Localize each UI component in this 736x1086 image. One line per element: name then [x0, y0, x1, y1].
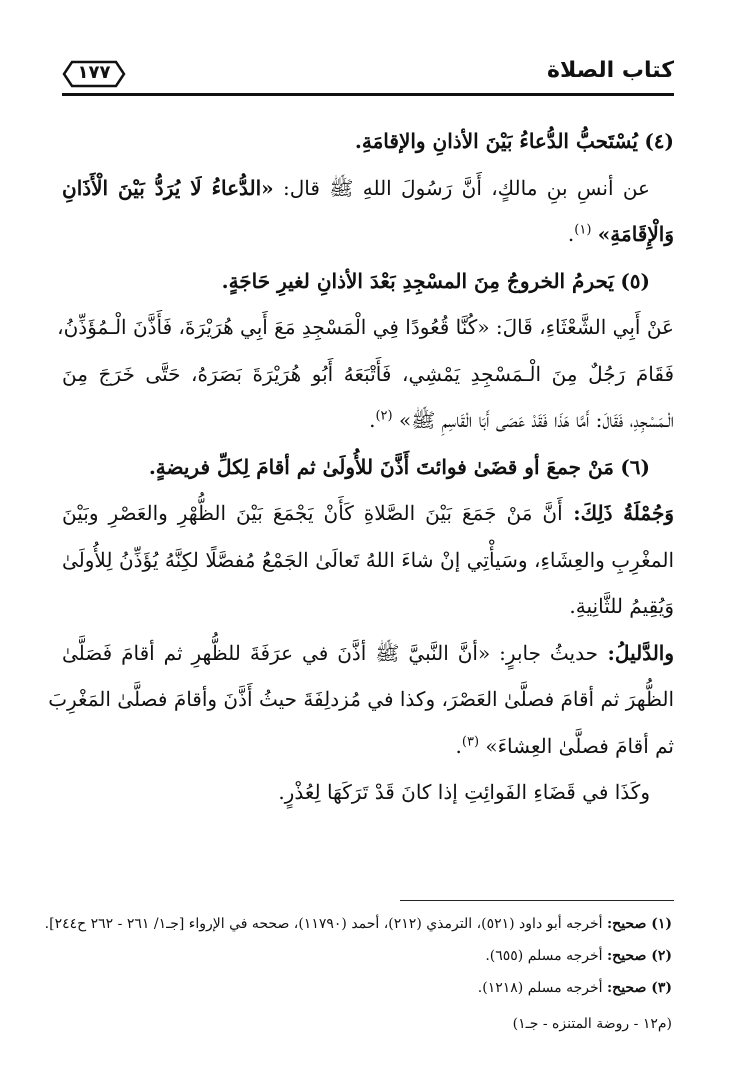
- text-line: [62, 723, 674, 770]
- rule-number: (٦): [620, 454, 650, 479]
- footnote-text: أخرجه أبو داود (٥٢١)، الترمذي (٢١٢)، أحمد (١١٧٩٠)، صححه في الإرواء [جـ١/ ٢٦١ - ٢٦٢ ح٢٤٤].: [44, 916, 607, 932]
- footnote: [62, 940, 672, 972]
- text-line: [62, 444, 674, 491]
- body-text: الظُّهرَ ثم أقامَ فصلَّىٰ العَصْرَ، وكذا في مُزدلِفَةَ حيثُ أَذَّنَ وأقامَ فصلَّىٰ المَغْرِبَ: [48, 687, 674, 711]
- footnote-ref: (٣): [461, 733, 480, 749]
- period: .: [567, 222, 575, 246]
- text-line: [62, 165, 674, 212]
- rule-number: (٥): [620, 268, 650, 293]
- footnote-label: (٢) صحيح:: [606, 948, 672, 964]
- narration: عن أنسِ بنِ مالكٍ، أَنَّ رَسُولَ اللهِ ﷺ قال:: [273, 175, 650, 200]
- hadith-text: عَنْ أَبِي الشَّعْثَاءِ، قَالَ: «كُنَّا قُعُودًا فِي الْمَسْجِدِ مَعَ أَبِي هُرَيْرَةَ، فَأَذَّنَ الْـمُؤَذِّنُ،: [57, 315, 674, 339]
- text-line: [57, 304, 674, 351]
- footnote-label: (١) صحيح:: [606, 916, 672, 932]
- footnote: [62, 972, 672, 1004]
- footnote-ref: (٢): [375, 408, 393, 424]
- hadith-text: «الدُّعاءُ لَا يُرَدُّ بَيْنَ الْأَذَانِ: [62, 175, 274, 200]
- body-text: حديثُ جابرٍ: «أنَّ النَّبيَّ ﷺ أذَّنَ في عرَفَةَ للظُّهرِ ثم أقامَ فَصَلَّىٰ: [62, 640, 598, 665]
- rule-heading: يُسْتَحبُّ الدُّعاءُ بَيْنَ الأذانِ والإقامَةِ.: [354, 129, 638, 153]
- body-text: ثم أقامَ فصلَّىٰ العِشاءَ»: [485, 733, 674, 758]
- text-line: [62, 583, 674, 630]
- body-text: أَنَّ مَنْ جَمَعَ بَيْنَ الصَّلاةِ كَأَنْ يَجْمَعَ بَيْنَ الظُّهْرِ والعَصْرِ وبَيْنَ: [62, 501, 563, 525]
- hadith-text: وَالْإِقَامَةِ»: [597, 222, 674, 246]
- hadith-text: الْـمَسْجِدِ، فَقَالَ: أَمَّا هَذَا فَقَدْ عَصَى أَبَا الْقَاسِمِ ﷺ»: [398, 408, 674, 432]
- footnote-text: أخرجه مسلم (٦٥٥).: [485, 948, 607, 964]
- page-header: [62, 56, 674, 96]
- text-line: [62, 537, 674, 584]
- period: .: [369, 408, 376, 432]
- footnote: [44, 908, 672, 940]
- footnote-ref: (١): [574, 222, 592, 238]
- text-line: [62, 630, 674, 677]
- text-line: [62, 258, 674, 305]
- text-line: [62, 490, 674, 537]
- book-title: كتاب الصلاة: [547, 58, 674, 83]
- footnotes: [44, 908, 672, 1004]
- text-line: [48, 676, 674, 723]
- text-line: [62, 769, 674, 816]
- body-text: وَيُقِيمُ للثَّانِيةِ.: [569, 594, 674, 618]
- footnote-label: (٣) صحيح:: [606, 980, 672, 996]
- footnote-rule: [400, 900, 674, 901]
- text-line: [62, 211, 674, 258]
- rule-heading: مَنْ جمعَ أو قضَىٰ فوائتَ أَذَّنَ للأُولَىٰ ثم أقامَ لِكلِّ فريضةٍ.: [148, 454, 614, 479]
- text-line: [62, 118, 674, 165]
- text-line: [62, 397, 674, 444]
- footnote-text: أخرجه مسلم (١٢١٨).: [477, 980, 607, 996]
- section-lead: وَجُمْلَةُ ذَلِكَ:: [562, 501, 674, 525]
- volume-note: (م١٢ - روضة المتنزه - جـ١): [512, 1016, 672, 1032]
- page-number: ١٧٧: [77, 62, 111, 83]
- body-text: المغْرِبِ والعِشَاءِ، وسَيأْتِي إنْ شاءَ اللهُ تَعالَىٰ الجَمْعُ مُفصَّلًا لكِنَّهُ يُؤَذِّنُ لِلأُولَىٰ: [62, 547, 674, 572]
- main-text: [48, 118, 675, 816]
- rule-number: (٤): [644, 129, 674, 153]
- rule-heading: يَحرمُ الخروجُ مِنَ المسْجِدِ بَعْدَ الأذانِ لغيرِ حَاجَةٍ.: [221, 268, 614, 293]
- hadith-text: فَقَامَ رَجُلٌ مِنَ الْـمَسْجِدِ يَمْشِي، فَأَتْبَعَهُ أَبُو هُرَيْرَةَ بَصَرَهُ، حَتَّى خَرَجَ مِنَ: [62, 361, 675, 386]
- section-lead: والدَّليلُ:: [597, 640, 675, 665]
- page-number-badge: [62, 60, 126, 88]
- body-text: وكَذَا في قَضَاءِ الفَوائِتِ إذا كانَ قَدْ تَرَكَهَا لِعُذْرٍ.: [278, 780, 650, 804]
- header-rule: [62, 93, 674, 96]
- period: .: [455, 733, 462, 758]
- text-line: [62, 351, 674, 398]
